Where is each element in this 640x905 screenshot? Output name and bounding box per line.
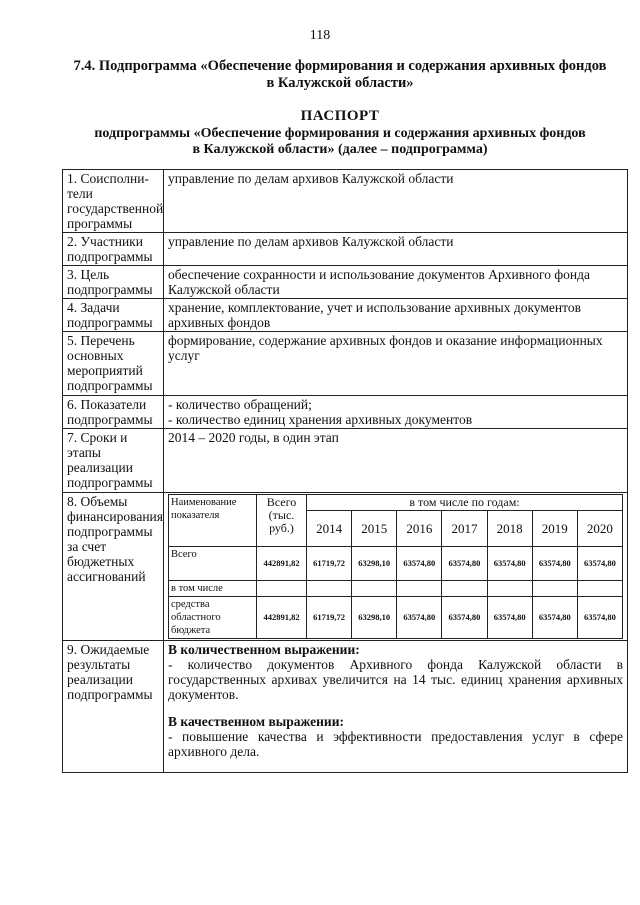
passport-subtitle-line1: подпрограммы «Обеспечение формирования и содержания архивных фондов bbox=[94, 126, 586, 141]
year-header: 2016 bbox=[397, 511, 442, 547]
quant-text: - количество документов Архивного фонда Калужской области в государственных архивах увеличится на 14 тыс. единиц хранения архивных документов. bbox=[168, 657, 623, 702]
row-label: 6. Показатели подпрограммы bbox=[63, 396, 164, 429]
year-value: 61719,72 bbox=[307, 547, 352, 581]
row-label: 8. Объемы финансирования подпрограммы за счет бюджетных ассигнований bbox=[63, 493, 164, 641]
row-terms bbox=[63, 429, 628, 493]
row-measures bbox=[63, 332, 628, 396]
row-label: 5. Перечень основных мероприятий подпрограммы bbox=[63, 332, 164, 396]
year-value: 61719,72 bbox=[307, 597, 352, 639]
row-label: 2. Участники подпрограммы bbox=[63, 233, 164, 266]
year-value: 63574,80 bbox=[442, 597, 487, 639]
row-label: 3. Цель подпрограммы bbox=[63, 266, 164, 299]
row-label: 1. Соисполни-тели государственной программы bbox=[63, 170, 164, 233]
passport-table bbox=[62, 169, 628, 773]
year-value: 63574,80 bbox=[487, 597, 532, 639]
year-value: 63574,80 bbox=[397, 597, 442, 639]
row-value: хранение, комплектование, учет и использование архивных документов архивных фондов bbox=[164, 299, 628, 332]
year-value: 63574,80 bbox=[487, 547, 532, 581]
row-value bbox=[164, 641, 628, 773]
passport-subtitle bbox=[70, 126, 610, 158]
indicator-item: - количество обращений; bbox=[168, 397, 312, 412]
total-value: 442891,82 bbox=[257, 597, 307, 639]
row-value: обеспечение сохранности и использование документов Архивного фонда Калужской области bbox=[164, 266, 628, 299]
page-number: 118 bbox=[309, 28, 331, 43]
year-value: 63574,80 bbox=[577, 597, 622, 639]
row-financing bbox=[63, 493, 628, 641]
row-including-label: в том числе bbox=[169, 581, 257, 597]
year-value: 63574,80 bbox=[442, 547, 487, 581]
row-label: 9. Ожидаемые результаты реализации подпрограммы bbox=[63, 641, 164, 773]
row-budget-label: средства областного бюджета bbox=[169, 597, 257, 639]
col-header-total: Всего (тыс. руб.) bbox=[257, 495, 307, 547]
row-coexecutors bbox=[63, 170, 628, 233]
row-goal bbox=[63, 266, 628, 299]
indicator-item: - количество единиц хранения архивных документов bbox=[168, 412, 473, 427]
col-header-name: Наименование показателя bbox=[169, 495, 257, 547]
row-results bbox=[63, 641, 628, 773]
year-header: 2014 bbox=[307, 511, 352, 547]
row-label: 7. Сроки и этапы реализации подпрограммы bbox=[63, 429, 164, 493]
year-header: 2018 bbox=[487, 511, 532, 547]
financing-cell bbox=[164, 493, 628, 641]
qual-text: - повышение качества и эффективности предоставления услуг в сфере архивного дела. bbox=[168, 729, 623, 759]
financing-table bbox=[168, 494, 623, 639]
row-value: управление по делам архивов Калужской области bbox=[164, 170, 628, 233]
section-title: 7.4. Подпрограмма «Обеспечение формирования и содержания архивных фондов в Калужской области» bbox=[73, 58, 607, 91]
passport-title: ПАСПОРТ bbox=[300, 108, 380, 124]
row-indicators bbox=[63, 396, 628, 429]
total-value: 442891,82 bbox=[257, 547, 307, 581]
row-value: формирование, содержание архивных фондов и оказание информационных услуг bbox=[164, 332, 628, 396]
year-value: 63574,80 bbox=[577, 547, 622, 581]
year-value: 63574,80 bbox=[397, 547, 442, 581]
passport-subtitle-line2: в Калужской области» (далее – подпрограмма) bbox=[192, 142, 488, 157]
qual-heading: В качественном выражении: bbox=[168, 714, 344, 729]
row-value: управление по делам архивов Калужской области bbox=[164, 233, 628, 266]
year-value: 63298,10 bbox=[352, 547, 397, 581]
year-header: 2019 bbox=[532, 511, 577, 547]
row-value: 2014 – 2020 годы, в один этап bbox=[164, 429, 628, 493]
year-header: 2015 bbox=[352, 511, 397, 547]
col-header-years: в том числе по годам: bbox=[307, 495, 623, 511]
year-value: 63298,10 bbox=[352, 597, 397, 639]
row-label: 4. Задачи подпрограммы bbox=[63, 299, 164, 332]
row-participants bbox=[63, 233, 628, 266]
row-value bbox=[164, 396, 628, 429]
row-total-label: Всего bbox=[169, 547, 257, 581]
year-header: 2020 bbox=[577, 511, 622, 547]
year-header: 2017 bbox=[442, 511, 487, 547]
year-value: 63574,80 bbox=[532, 597, 577, 639]
quant-heading: В количественном выражении: bbox=[168, 642, 360, 657]
row-tasks bbox=[63, 299, 628, 332]
year-value: 63574,80 bbox=[532, 547, 577, 581]
